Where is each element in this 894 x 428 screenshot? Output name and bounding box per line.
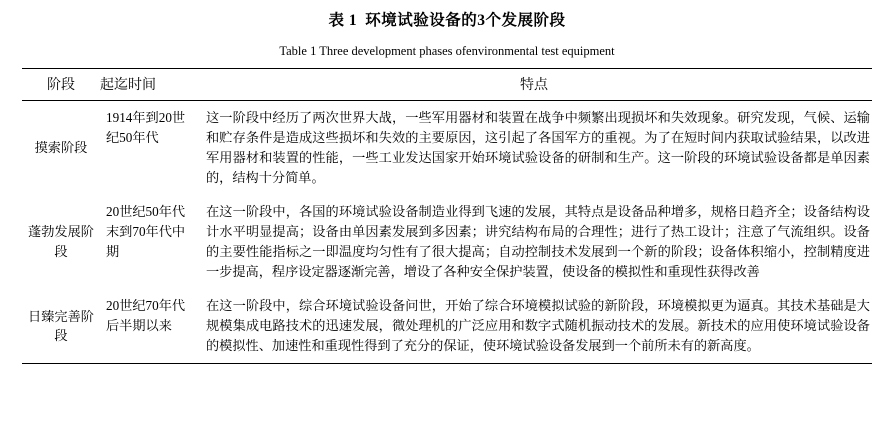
table-caption-en: Table 1 Three development phases ofenvironmental test equipment [279, 44, 615, 59]
stage-label: 摸索阶段 [34, 139, 88, 155]
cell-feature: 在这一阶段中，综合环境试验设备问世，开始了综合环境模拟试验的新阶段，环境模拟更为逼真。其技术基础是大规模集成电路技术的迅速发展，微处理机的广泛应用和数字式随机振动技术的发展。新技术的应用使环境试验设备的模拟性、加速性和重现性得到了充分的保证，使环境试验设备发展到一个前所未有的新高度。 [196, 289, 872, 364]
table-row [22, 289, 872, 364]
data-table [22, 68, 872, 365]
cell-feature: 这一阶段中经历了两次世界大战，一些军用器材和装置在战争中频繁出现损坏和失效现象。研究发现，气候、运输和贮存条件是造成这些损坏和失效的主要原因，这引起了各国军方的重视。为了在短时间内获取试验结果，以改进军用器材和装置的性能，一些工业发达国家开始环境试验设备的研制和生产。这一阶段的环境试验设备都是单因素的，结构十分简单。 [206, 109, 870, 185]
table-title-cn: 环境试验设备的3个发展阶段 [365, 12, 566, 29]
table-row [22, 100, 872, 195]
stage-label: 蓬勃发展阶段 [28, 224, 94, 260]
cell-time: 20世纪70年代后半期以来 [100, 289, 196, 364]
cell-stage [22, 195, 100, 289]
table-header [22, 68, 872, 100]
stage-label: 日臻完善阶段 [28, 308, 94, 344]
column-header-time: 起迄时间 [100, 68, 196, 100]
column-header-feature: 特点 [196, 68, 872, 100]
table-number: 表 1 [328, 12, 358, 29]
cell-time: 20世纪50年代末到70年代中期 [106, 204, 186, 259]
document-page [0, 9, 894, 428]
cell-feature: 在这一阶段中，各国的环境试验设备制造业得到飞速的发展，其特点是设备品种增多，规格日趋齐全；设备结构设计水平明显提高；设备由单因素发展到多因素；讲究结构布局的合理性；进行了热工设计；注意了气流组织。设备的主要性能指标之一即温度均匀性有了很大提高；自动控制技术发展到一个新的阶段；设备体积缩小，控制精度进一步提高，程序设定器逐渐完善，增设了各种安全保护装置，使设备的模拟性和重现性获得改善 [206, 204, 870, 280]
cell-stage [22, 289, 100, 364]
column-header-stage: 阶段 [22, 68, 100, 100]
table-caption-cn [22, 9, 872, 32]
cell-stage [22, 100, 100, 195]
cell-time: 1914年到20世纪50年代 [106, 109, 186, 145]
table-row [22, 195, 872, 289]
table-body [22, 100, 872, 364]
table-header-row [22, 68, 872, 100]
